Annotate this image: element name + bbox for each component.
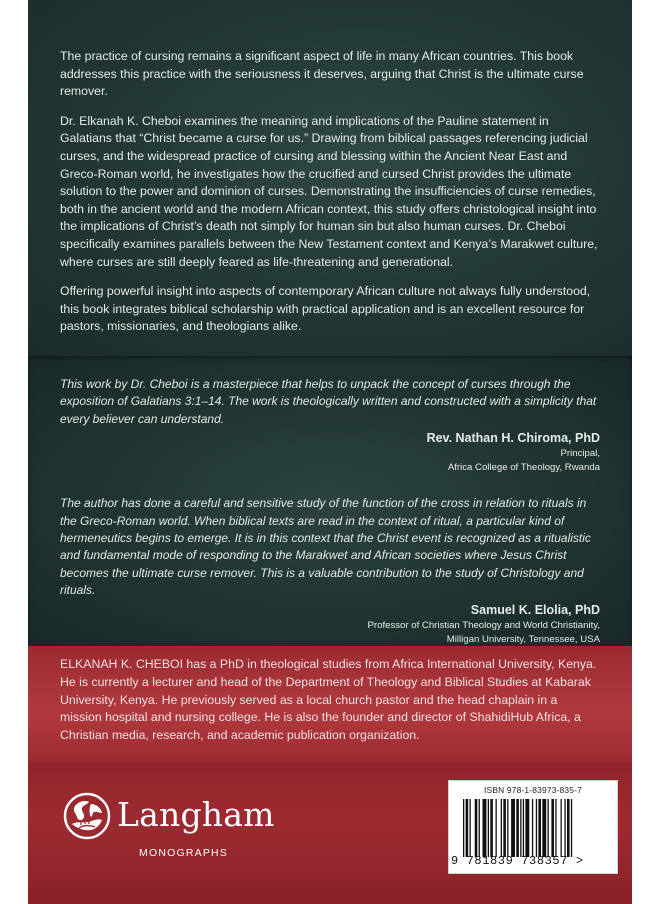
endorser-role: Professor of Christian Theology and World Christianity, bbox=[367, 619, 600, 631]
isbn-number: ISBN 978-1-83973-835-7 bbox=[484, 785, 582, 795]
endorser-name: Rev. Nathan H. Chiroma, PhD bbox=[426, 431, 600, 446]
publisher-footer bbox=[28, 762, 632, 904]
description-paragraph-1: The practice of cursing remains a significant aspect of life in many African countries. This book addresses this practice with the seriousness it deserves, arguing that Christ is the ultimate curse remover. bbox=[60, 49, 584, 99]
barcode-label bbox=[448, 780, 618, 874]
series-name: MONOGRAPHS bbox=[139, 847, 229, 859]
endorser-organization: Africa College of Theology, Rwanda bbox=[447, 462, 600, 474]
description-paragraph-3: Offering powerful insight into aspects of contemporary African culture not always fully understood, this book integrates biblical scholarship with practical application and is an excellent resource for pastors, missionaries, and theologians alike. bbox=[60, 284, 591, 334]
endorsement-1 bbox=[60, 376, 600, 475]
barcode bbox=[463, 799, 609, 857]
endorser-name: Samuel K. Elolia, PhD bbox=[470, 602, 600, 617]
endorsement-attribution bbox=[60, 430, 600, 475]
endorsement-quote: The author has done a careful and sensitive study of the function of the cross in relation to rituals in the Greco-Roman world. When biblical texts are read in the context of ritual, a particular kind of hermeneutics begins to emerge. It is in this context that the Christ event is recognized as a ritualistic and fundamental mode of responding to the Marakwet and African societies where Jesus Christ becomes the ultimate curse remover. This is a valuable contribution to the study of Christology and rituals. bbox=[60, 496, 591, 598]
endorsement-attribution bbox=[60, 602, 600, 647]
book-description bbox=[28, 0, 632, 356]
author-bio-section bbox=[28, 646, 632, 762]
publisher-name: Langham bbox=[117, 795, 275, 834]
endorser-role: Principal, bbox=[560, 448, 600, 460]
endorsements-section bbox=[28, 356, 632, 646]
barcode-digits: 9 781839 738357 > bbox=[451, 854, 584, 868]
description-paragraph-2: Dr. Elkanah K. Cheboi examines the meaning and implications of the Pauline statement in Galatians that “Christ became a curse for us.” Drawing from biblical passages referencing judicial curses, and the widespread practice of cursing and blessing within the Ancient Near East and Greco-Roman world, he investigates how the crucified and cursed Christ provides the ultimate solution to the power and dominion of curses. Demonstrating the insufficiencies of curse remedies, both in the ancient world and the modern African context, this study offers christological insight into the implications of Christ’s death not simply for human sin but also human curses. Dr. Cheboi specifically examines parallels between the New Testament context and Kenya’s Marakwet culture, where curses are still deeply feared as life-threatening and generational. bbox=[60, 113, 598, 269]
endorsement-quote: This work by Dr. Cheboi is a masterpiece that helps to unpack the concept of curses through the exposition of Galatians 3:1–14. The work is theologically written and constructed with a simplicity that every believer can understand. bbox=[60, 377, 597, 426]
author-bio: ELKANAH K. CHEBOI has a PhD in theological studies from Africa International University, Kenya. He is currently a lecturer and head of the Department of Theology and Biblical Studies at Kabarak University, Kenya. He previously served as a local church pastor and the head chaplain in a mission hospital and nursing college. He is also the founder and director of ShahidiHub Africa, a Christian media, research, and academic publication organization. bbox=[60, 657, 597, 743]
globe-hand-icon bbox=[63, 792, 111, 840]
back-cover bbox=[28, 0, 632, 904]
endorser-organization: Milligan University, Tennessee, USA bbox=[446, 633, 600, 645]
endorsement-2 bbox=[60, 495, 600, 646]
